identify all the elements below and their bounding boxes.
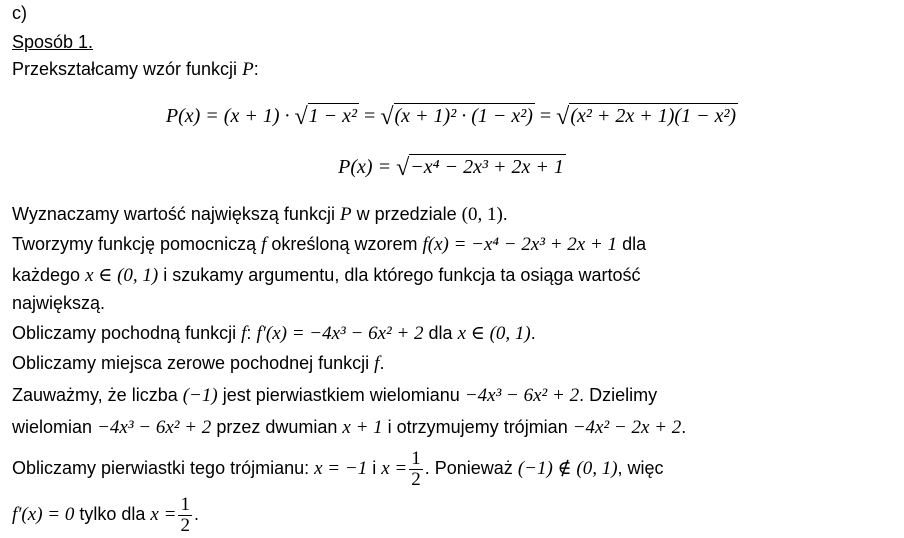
method-title: Sposób 1. [12, 32, 94, 52]
text-line-2: Tworzymy funkcję pomocniczą f określoną wzorem f(x) = −x⁴ − 2x³ + 2x + 1 dla [12, 234, 647, 255]
fraction-half-1: $\frac{1}{2}$ [411, 447, 421, 490]
eq2-root: √−x⁴ − 2x³ + 2x + 1 [396, 155, 564, 181]
equation-2 [0, 155, 904, 182]
text-line-6: Obliczamy miejsca zerowe pochodnej funkcji f. [12, 353, 385, 374]
text-line-9: Obliczamy pierwiastki tego trójmianu: x = −1 i x = $\frac{1}{2}$ . Ponieważ (−1) ∉ (0, 1), więc [12, 447, 664, 490]
eq1-equals-a: = [359, 105, 381, 128]
text-line-7: Zauważmy, że liczba (−1) jest pierwiastkiem wielomianu −4x³ − 6x² + 2. Dzielimy [12, 385, 658, 406]
equation-1 [0, 104, 904, 131]
eq2-lhs: P(x) = [338, 156, 397, 179]
text-line-1: Wyznaczamy wartość największą funkcji P w przedziale (0, 1). [12, 204, 508, 225]
fraction-half-2: $\frac{1}{2}$ [180, 493, 190, 536]
intro-text: Przekształcamy wzór funkcji [12, 59, 238, 79]
eq1-root-3: √(x² + 2x + 1)(1 − x²) [556, 104, 737, 130]
eq1-root-2: √(x + 1)² · (1 − x²) [380, 104, 533, 130]
text-line-5: Obliczamy pochodną funkcji f: f′(x) = −4x³ − 6x² + 2 dla x ∈ (0, 1). [12, 323, 536, 344]
eq1-root-1: √1 − x² [294, 104, 358, 130]
intro-colon: : [253, 59, 259, 79]
text-line-10: f′(x) = 0 tylko dla x = $\frac{1}{2}$ . [12, 493, 199, 536]
eq1-equals-b: = [534, 105, 557, 128]
section-label: c) [12, 3, 27, 23]
text-line-3: każdego x ∈ (0, 1) i szukamy argumentu, dla którego funkcja ta osiąga wartość [12, 265, 641, 286]
intro-symbol: P [242, 59, 254, 80]
text-line-8: wielomian −4x³ − 6x² + 2 przez dwumian x + 1 i otrzymujemy trójmian −4x² − 2x + 2. [12, 417, 687, 438]
intro-line [12, 58, 259, 81]
text-line-4: największą. [12, 293, 106, 313]
eq1-lhs: P(x) = (x + 1) · [165, 105, 295, 128]
